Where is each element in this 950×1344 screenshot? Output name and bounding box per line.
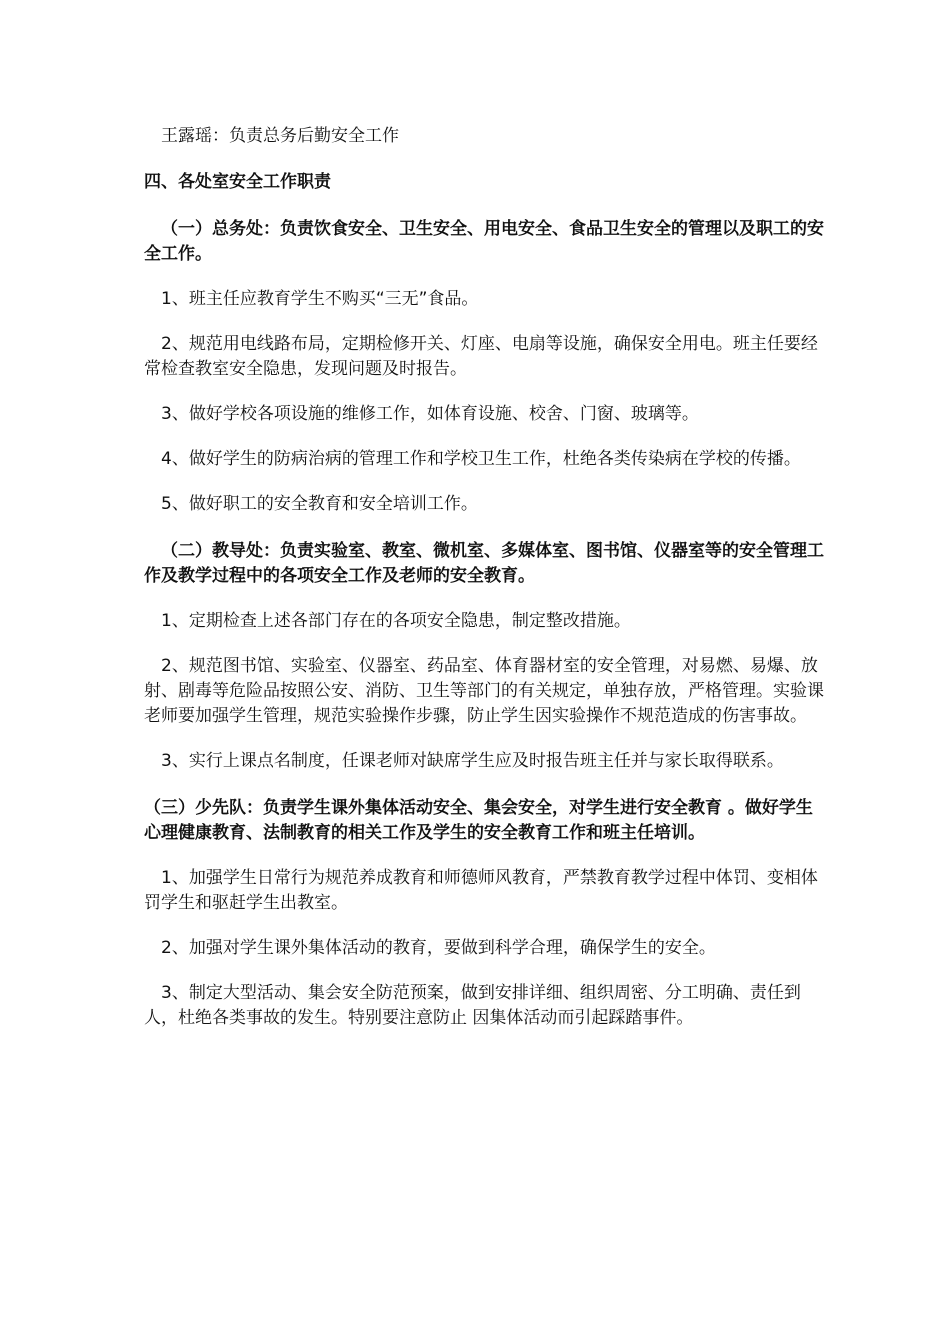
young-pioneers-heading: （三）少先队：负责学生课外集体活动安全、集会安全，对学生进行安全教育 。做好学生心理健康教育、法制教育的相关工作及学生的安全教育工作和班主任培训。	[144, 798, 813, 843]
young-pioneers-item-2: 2、加强对学生课外集体活动的教育，要做到科学合理，确保学生的安全。	[161, 938, 716, 958]
academic-affairs-item-1: 1、定期检查上述各部门存在的各项安全隐患，制定整改措施。	[161, 611, 631, 631]
academic-affairs-heading: （二）教导处：负责实验室、教室、微机室、多媒体室、图书馆、仪器室等的安全管理工作及教学过程中的各项安全工作及老师的安全教育。	[144, 541, 824, 586]
general-affairs-item-2: 2、规范用电线路布局，定期检修开关、灯座、电扇等设施，确保安全用电。班主任要经常检查教室安全隐患，发现问题及时报告。	[144, 334, 818, 379]
general-affairs-item-4: 4、做好学生的防病治病的管理工作和学校卫生工作，杜绝各类传染病在学校的传播。	[161, 449, 801, 469]
academic-affairs-item-2: 2、规范图书馆、实验室、仪器室、药品室、体育器材室的安全管理，对易燃、易爆、放射、剧毒等危险品按照公安、消防、卫生等部门的有关规定，单独存放，严格管理。实验课老师要加强学生管理，规范实验操作步骤，防止学生因实验操作不规范造成的伤害事故。	[144, 656, 824, 726]
young-pioneers-item-1: 1、加强学生日常行为规范养成教育和师德师风教育，严禁教育教学过程中体罚、变相体罚学生和驱赶学生出教室。	[144, 868, 818, 913]
young-pioneers-item-3: 3、制定大型活动、集会安全防范预案，做到安排详细、组织周密、分工明确、责任到人，杜绝各类事故的发生。特别要注意防止 因集体活动而引起踩踏事件。	[144, 983, 801, 1028]
general-affairs-heading: （一）总务处：负责饮食安全、卫生安全、用电安全、食品卫生安全的管理以及职工的安全工作。	[144, 219, 824, 264]
general-affairs-item-3: 3、做好学校各项设施的维修工作，如体育设施、校舍、门窗、玻璃等。	[161, 404, 699, 424]
staff-responsibility-line: 王露瑶：负责总务后勤安全工作	[161, 126, 399, 146]
document-body	[144, 124, 824, 1031]
general-affairs-item-1: 1、班主任应教育学生不购买“三无”食品。	[161, 289, 479, 309]
general-affairs-item-5: 5、做好职工的安全教育和安全培训工作。	[161, 494, 478, 514]
section-heading: 四、各处室安全工作职责	[144, 172, 331, 192]
academic-affairs-item-3: 3、实行上课点名制度，任课老师对缺席学生应及时报告班主任并与家长取得联系。	[161, 751, 784, 771]
